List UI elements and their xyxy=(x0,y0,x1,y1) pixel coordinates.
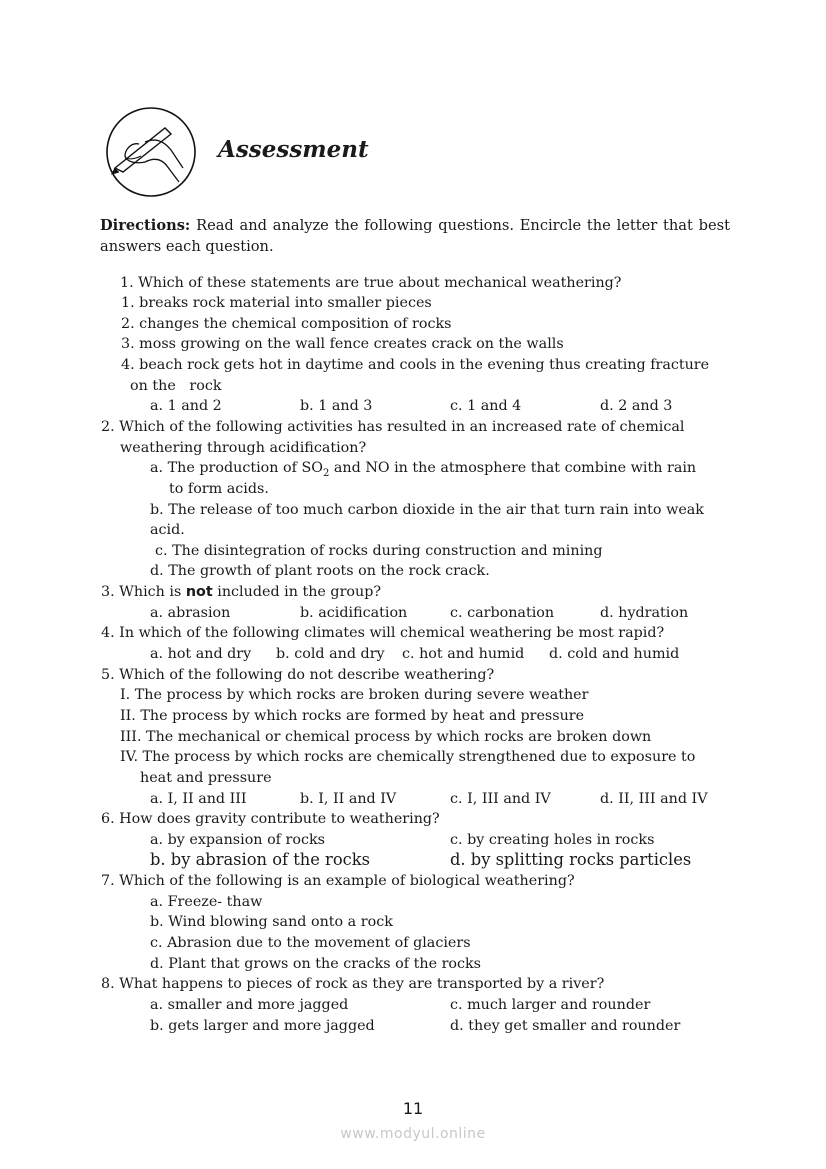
option-c[interactable]: c. Abrasion due to the movement of glaciers xyxy=(150,935,471,951)
option-d[interactable]: d. hydration xyxy=(600,604,689,621)
text-line xyxy=(0,396,826,417)
text-line xyxy=(0,314,826,335)
question-stem: 2. Which of the following activities has resulted in an increased rate of chemical xyxy=(101,418,685,435)
option-d[interactable]: d. 2 and 3 xyxy=(600,398,673,415)
question-list xyxy=(0,273,826,1037)
directions-label: Directions: xyxy=(100,217,191,234)
statement: II. The process by which rocks are formed by heat and pressure xyxy=(120,707,585,724)
text-line xyxy=(0,458,826,479)
statement: on the rock xyxy=(130,377,222,394)
question-stem: 1. Which of these statements are true about mechanical weathering? xyxy=(120,274,622,291)
directions-text: Read and analyze the following questions. Encircle the letter that best answers each question. xyxy=(100,217,730,255)
statement: 2. changes the chemical composition of rocks xyxy=(121,315,452,332)
text-line xyxy=(0,706,826,727)
option-text: and NO in the atmosphere that combine with rain xyxy=(329,460,697,477)
option-b-cont: acid. xyxy=(150,522,185,539)
option-b[interactable]: b. by abrasion of the rocks xyxy=(150,850,370,870)
question-3 xyxy=(0,582,826,603)
text-line xyxy=(0,727,826,748)
question-8 xyxy=(0,974,826,995)
question-1 xyxy=(0,273,826,294)
text-line xyxy=(0,912,826,933)
directions xyxy=(100,216,730,257)
option-b[interactable]: b. The release of too much carbon dioxide in the air that turn rain into weak xyxy=(150,501,704,518)
statement: IV. The process by which rocks are chemically strengthened due to exposure to xyxy=(120,749,696,766)
text-line xyxy=(0,293,826,314)
statement: 1. breaks rock material into smaller pieces xyxy=(121,295,432,312)
text-line xyxy=(0,376,826,397)
option-d[interactable]: d. The growth of plant roots on the rock crack. xyxy=(150,563,490,580)
option-d[interactable]: d. they get smaller and rounder xyxy=(450,1017,681,1034)
option-a[interactable]: a. 1 and 2 xyxy=(150,398,222,415)
stem-text: 3. Which is xyxy=(101,584,186,601)
option-b[interactable]: b. 1 and 3 xyxy=(300,398,373,415)
stem-text: included in the group? xyxy=(212,584,382,601)
question-stem: 8. What happens to pieces of rock as they are transported by a river? xyxy=(101,976,605,993)
hand-writing-pencil-icon xyxy=(105,106,197,198)
option-b[interactable]: b. I, II and IV xyxy=(300,790,397,807)
option-c[interactable]: c. by creating holes in rocks xyxy=(450,831,655,848)
option-a[interactable]: a. abrasion xyxy=(150,604,231,621)
option-b[interactable]: b. acidification xyxy=(300,604,408,621)
question-stem: 7. Which of the following is an example of biological weathering? xyxy=(101,873,575,890)
statement: I. The process by which rocks are broken during severe weather xyxy=(120,687,589,704)
text-line xyxy=(0,789,826,810)
page-title: Assessment xyxy=(218,136,369,163)
text-line xyxy=(0,438,826,459)
text-line xyxy=(0,830,826,851)
option-b[interactable]: b. cold and dry xyxy=(276,646,385,663)
option-c[interactable]: c. hot and humid xyxy=(402,646,525,663)
option-c[interactable]: c. carbonation xyxy=(450,604,555,621)
subscript: 2 xyxy=(322,468,330,480)
stem-emphasis: not xyxy=(185,584,213,601)
watermark: www.modyul.online xyxy=(340,1126,486,1142)
text-line xyxy=(0,644,826,665)
question-7 xyxy=(0,871,826,892)
statement: 3. moss growing on the wall fence creates crack on the walls xyxy=(121,336,564,353)
option-d[interactable]: d. Plant that grows on the cracks of the rocks xyxy=(150,955,482,972)
option-c[interactable]: c. 1 and 4 xyxy=(450,398,522,415)
option-c[interactable]: c. I, III and IV xyxy=(450,790,551,807)
text-line xyxy=(0,995,826,1016)
question-stem: 4. In which of the following climates will chemical weathering be most rapid? xyxy=(101,625,665,642)
text-line xyxy=(0,954,826,975)
question-4 xyxy=(0,623,826,644)
option-a[interactable]: a. Freeze- thaw xyxy=(150,893,263,910)
question-5 xyxy=(0,665,826,686)
statement: 4. beach rock gets hot in daytime and cools in the evening thus creating fracture xyxy=(121,357,710,374)
question-stem: weathering through acidification? xyxy=(120,439,367,456)
option-a-cont: to form acids. xyxy=(169,480,269,497)
question-stem: 5. Which of the following do not describe weathering? xyxy=(101,666,495,683)
text-line xyxy=(0,520,826,541)
page-number: 11 xyxy=(402,1099,424,1118)
text-line xyxy=(0,334,826,355)
option-d[interactable]: d. by splitting rocks particles xyxy=(450,850,692,870)
option-b[interactable]: b. gets larger and more jagged xyxy=(150,1017,375,1034)
question-stem xyxy=(101,582,381,603)
text-line xyxy=(0,1016,826,1037)
option-d[interactable]: d. cold and humid xyxy=(549,646,680,663)
statement: heat and pressure xyxy=(140,769,272,786)
option-text: a. The production of SO xyxy=(150,460,323,477)
option-b[interactable]: b. Wind blowing sand onto a rock xyxy=(150,914,393,931)
text-line xyxy=(0,541,826,562)
option-c[interactable]: c. The disintegration of rocks during construction and mining xyxy=(155,542,603,559)
option-d[interactable]: d. II, III and IV xyxy=(600,790,708,807)
text-line xyxy=(0,479,826,500)
option-a[interactable]: a. hot and dry xyxy=(150,646,252,663)
text-line xyxy=(0,892,826,913)
text-line xyxy=(0,747,826,768)
statement: III. The mechanical or chemical process by which rocks are broken down xyxy=(120,728,652,745)
option-a[interactable]: a. by expansion of rocks xyxy=(150,831,325,848)
option-a[interactable]: a. smaller and more jagged xyxy=(150,996,349,1013)
option-c[interactable]: c. much larger and rounder xyxy=(450,996,651,1013)
question-stem: 6. How does gravity contribute to weathering? xyxy=(101,811,440,828)
text-line xyxy=(0,603,826,624)
text-line xyxy=(0,355,826,376)
text-line xyxy=(0,933,826,954)
text-line xyxy=(0,561,826,582)
text-line xyxy=(0,685,826,706)
question-2 xyxy=(0,417,826,438)
question-6 xyxy=(0,809,826,830)
text-line xyxy=(0,850,826,871)
text-line xyxy=(0,500,826,521)
option-a[interactable]: a. I, II and III xyxy=(150,790,247,807)
text-line xyxy=(0,768,826,789)
